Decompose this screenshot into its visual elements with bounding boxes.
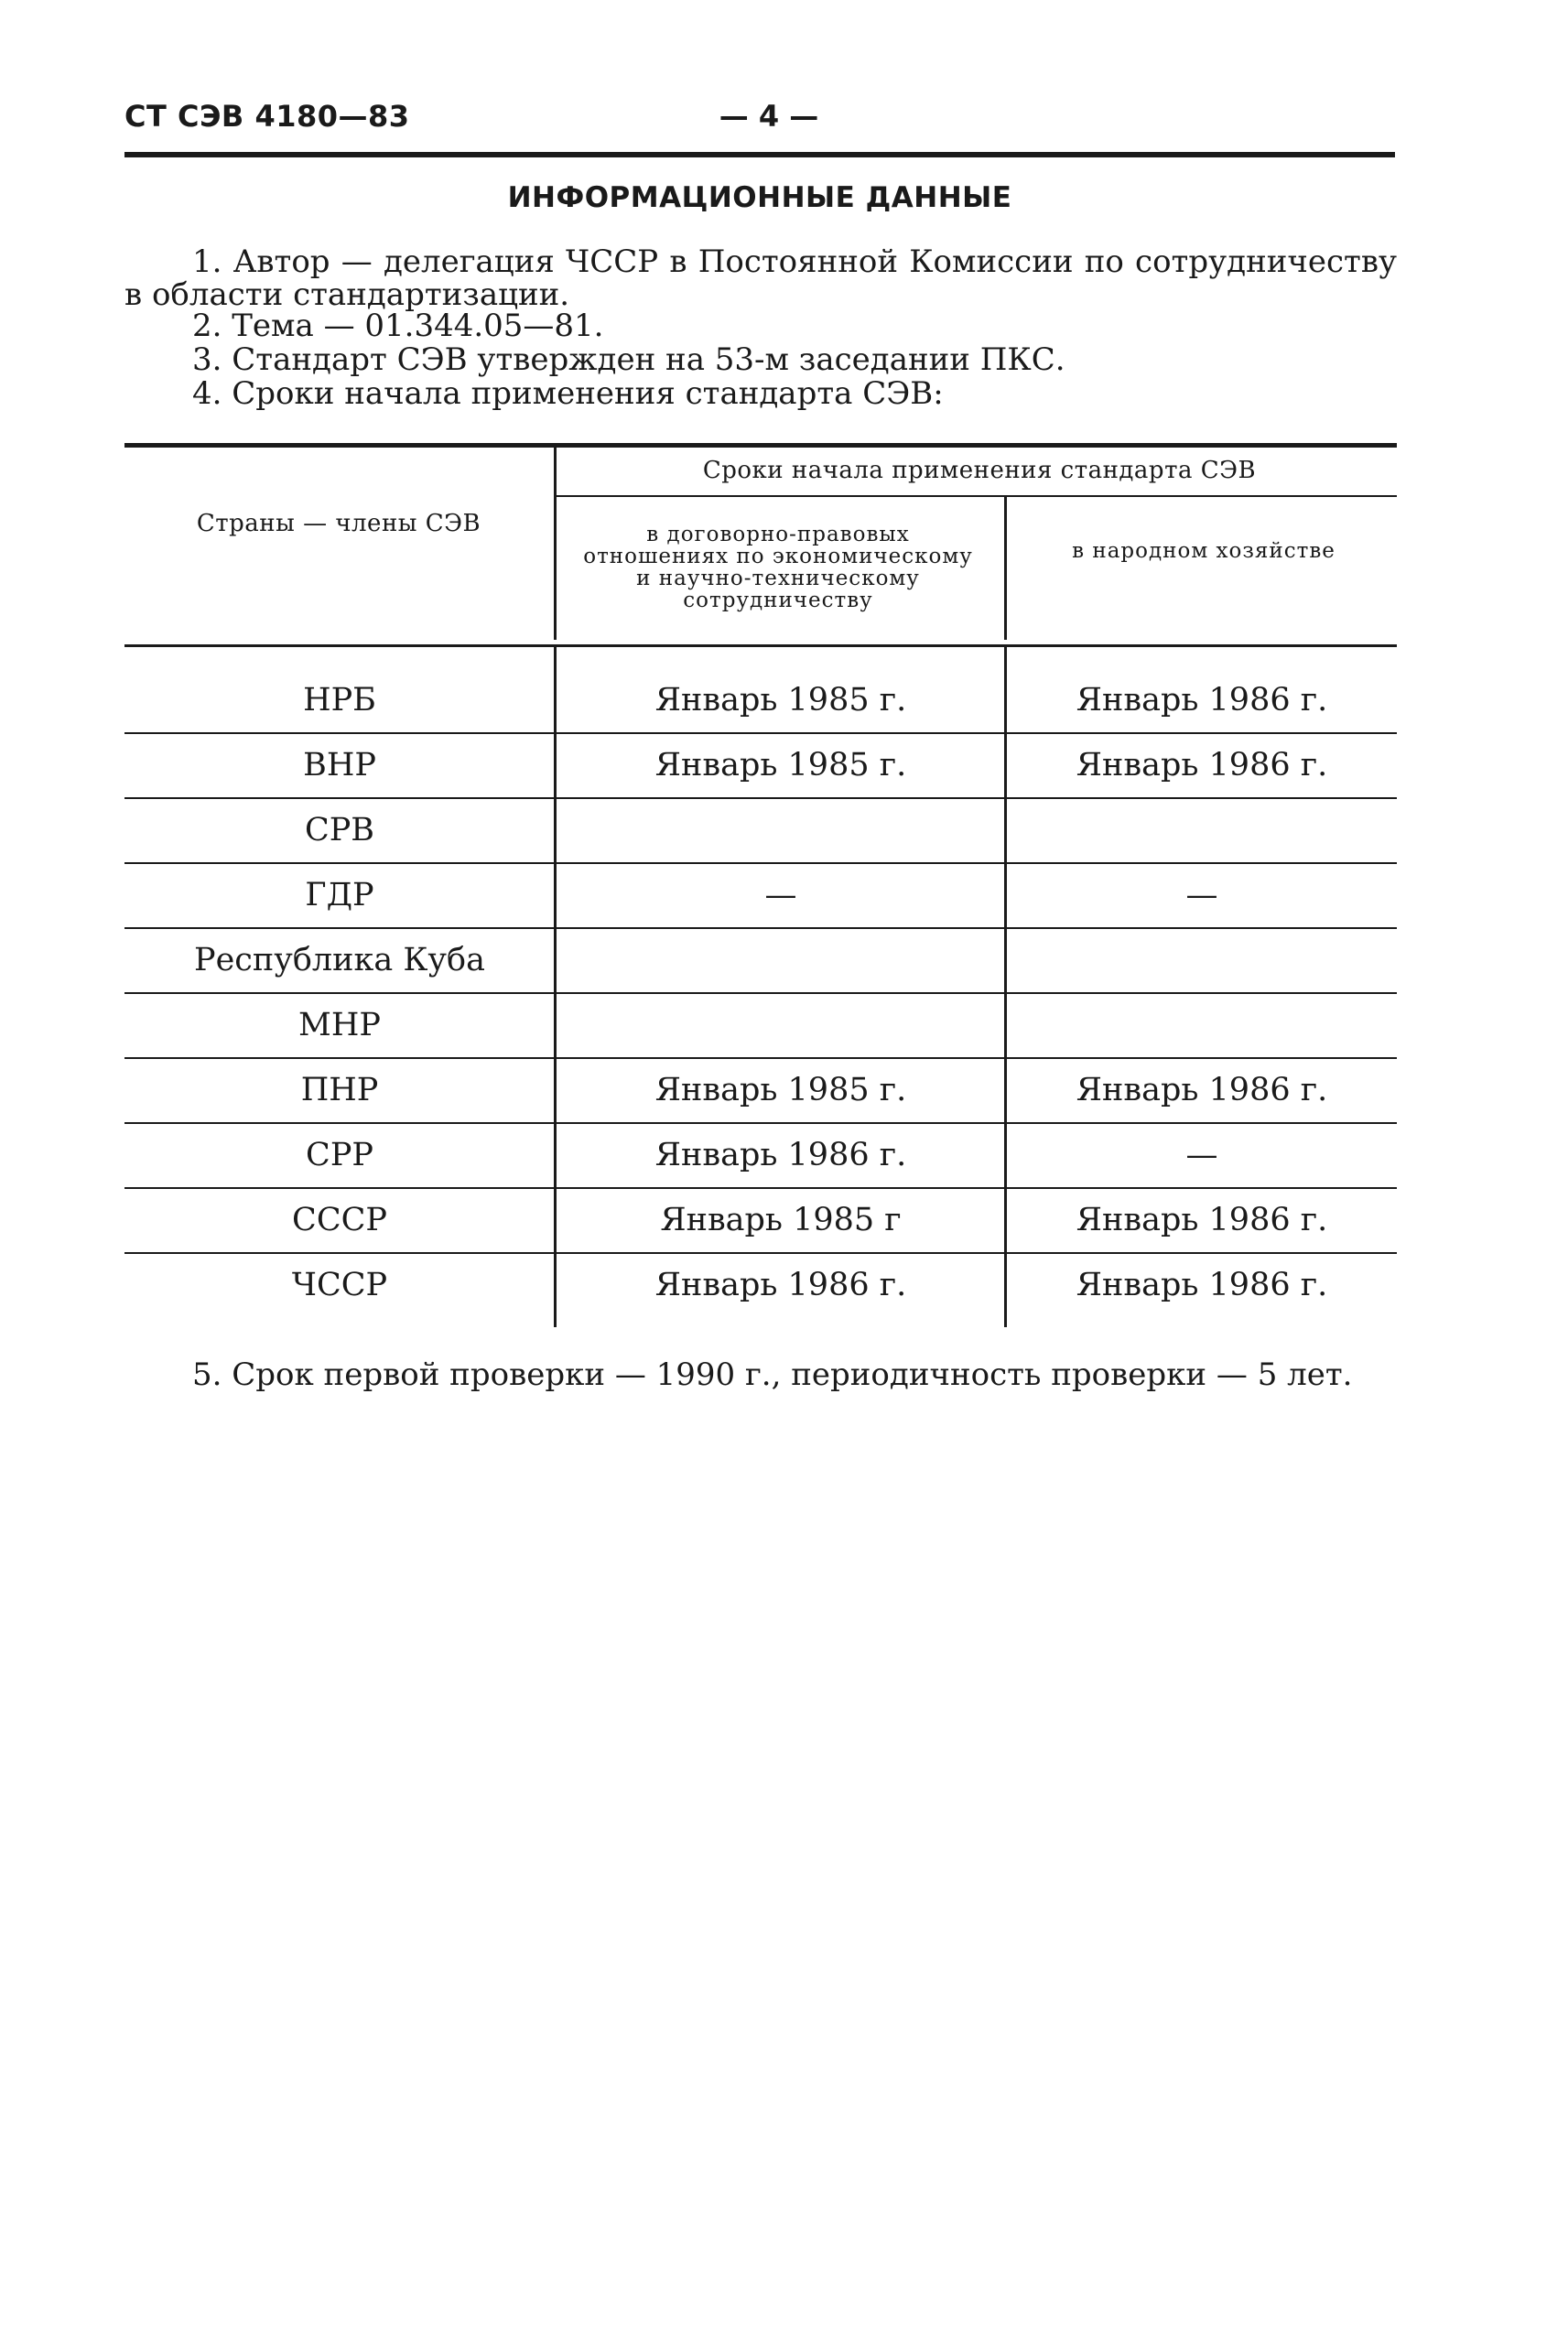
country-cell: СРВ <box>304 812 375 848</box>
table-top-rule <box>124 443 1397 448</box>
header-countries: Страны — члены СЭВ <box>196 510 481 537</box>
info-item-topic: 2. Тема — 01.344.05—81. <box>192 308 604 344</box>
country-cell: СССР <box>292 1202 387 1238</box>
economy-date-cell <box>1007 928 1397 992</box>
header-group-rule <box>556 495 1397 497</box>
country-cell: ПНР <box>300 1072 379 1108</box>
header-bottom-rule <box>124 644 1397 647</box>
country-cell: ГДР <box>305 877 374 913</box>
column-divider-1 <box>554 647 557 1327</box>
country-cell: МНР <box>298 1007 381 1043</box>
economy-date-cell <box>1007 798 1397 862</box>
economy-date-cell <box>1007 993 1397 1057</box>
info-item-review: 5. Срок первой проверки — 1990 г., периодичность проверки — 5 лет. <box>192 1356 1353 1393</box>
document-code: СТ СЭВ 4180—83 <box>124 99 410 134</box>
economy-date-cell: Январь 1986 г. <box>1076 1267 1328 1303</box>
contract-date-cell: Январь 1985 г. <box>654 682 907 719</box>
contract-date-cell: Январь 1986 г. <box>654 1137 907 1173</box>
economy-date-cell: Январь 1986 г. <box>1076 747 1328 783</box>
contract-date-cell <box>557 993 1005 1057</box>
info-item-approval: 3. Стандарт СЭВ утвержден на 53-м заседании ПКС. <box>192 341 1065 378</box>
contract-date-cell <box>557 798 1005 862</box>
economy-date-cell: Январь 1986 г. <box>1076 682 1328 719</box>
economy-date-cell: Январь 1986 г. <box>1076 1202 1328 1238</box>
country-cell: Республика Куба <box>194 942 485 978</box>
contract-date-cell: — <box>764 877 797 913</box>
economy-date-cell: Январь 1986 г. <box>1076 1072 1328 1108</box>
contract-date-cell <box>557 928 1005 992</box>
info-item-author: 1. Автор — делегация ЧССР в Постоянной Комиссии по сотрудничеству в области стандартизации. <box>124 243 1397 313</box>
header-group: Сроки начала применения стандарта СЭВ <box>702 457 1257 484</box>
header-rule <box>124 152 1395 157</box>
country-cell: НРБ <box>303 682 376 719</box>
section-title: ИНФОРМАЦИОННЫЕ ДАННЫЕ <box>507 181 1012 214</box>
contract-date-cell: Январь 1985 г <box>660 1202 902 1238</box>
page-number: — 4 — <box>719 99 819 134</box>
info-item-dates: 4. Сроки начала применения стандарта СЭВ: <box>192 375 944 412</box>
column-divider-2 <box>1004 647 1007 1327</box>
country-cell: СРР <box>306 1137 373 1173</box>
country-cell: ЧССР <box>291 1267 388 1303</box>
country-cell: ВНР <box>303 747 376 783</box>
economy-date-cell: — <box>1185 1137 1218 1173</box>
header-economy-column: в народном хозяйстве <box>1072 539 1336 563</box>
contract-date-cell: Январь 1986 г. <box>654 1267 907 1303</box>
header-divider-2 <box>1004 497 1007 640</box>
contract-date-cell: Январь 1985 г. <box>654 747 907 783</box>
header-divider-1 <box>554 448 557 640</box>
contract-date-cell: Январь 1985 г. <box>654 1072 907 1108</box>
header-contract-column: в договорно-правовых отношениях по экономическому и научно-техническому сотрудничеству <box>583 523 973 612</box>
economy-date-cell: — <box>1185 877 1218 913</box>
